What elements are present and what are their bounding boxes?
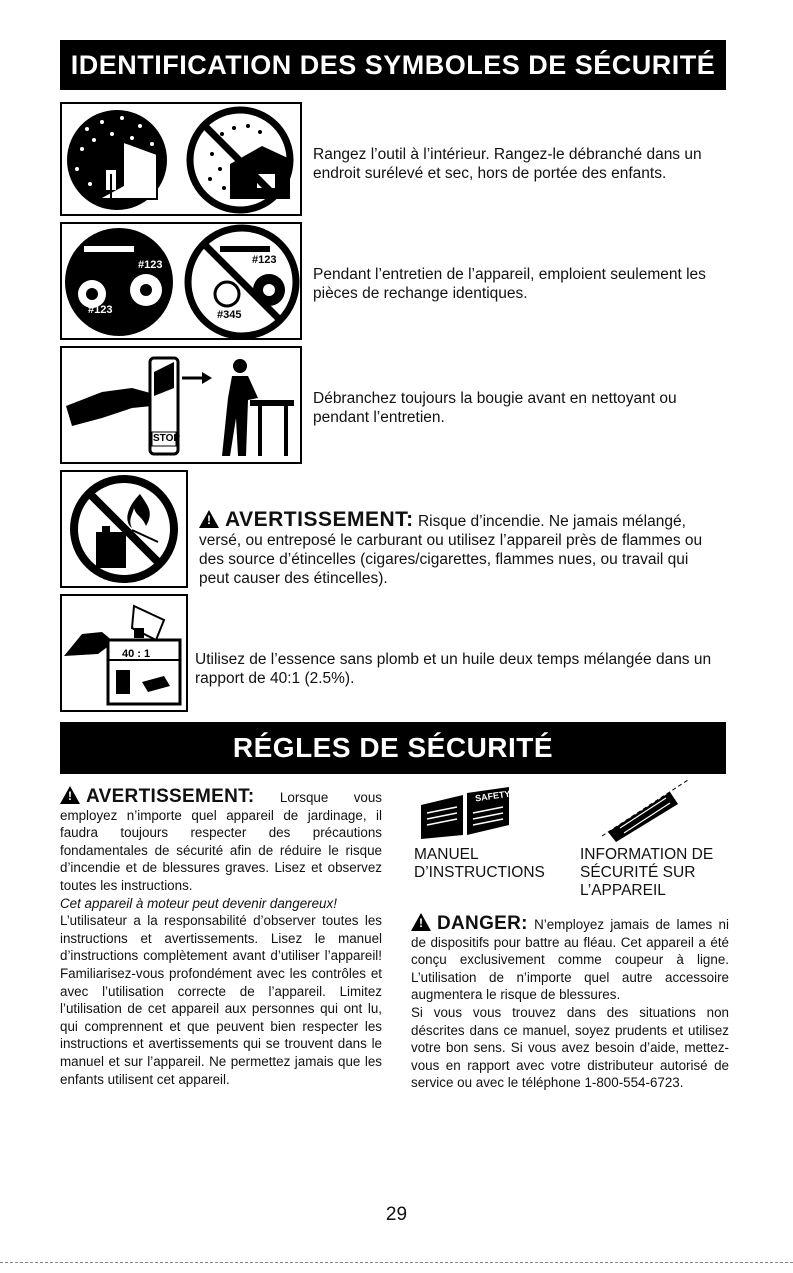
part-number-label: #123 (88, 304, 113, 316)
symbol-3-text: Débranchez toujours la bougie avant en nettoyant ou pendant l’entretien. (313, 390, 677, 426)
warning-triangle-icon (199, 510, 219, 528)
symbol-2-text: Pendant l’entretien de l’appareil, emploient seulement les pièces de rechange identiques. (313, 266, 706, 302)
left-italic: Cet appareil à moteur peut devenir dangereux! (60, 895, 337, 911)
danger-heading: !DANGER: (411, 913, 528, 934)
symbols-banner: IDENTIFICATION DES SYMBOLES DE SÉCURITÉ (60, 40, 726, 90)
stop-label: STOP (153, 433, 181, 444)
manual-book-icon (417, 785, 513, 841)
page-number: 29 (385, 1204, 408, 1225)
identical-parts-icon (60, 222, 302, 340)
ratio-label: 40 : 1 (122, 648, 151, 660)
store-indoors-icon (60, 102, 302, 216)
info-label: INFORMATION DE SÉCURITÉ SUR L’APPAREIL (580, 846, 714, 899)
book-label: SAFETY (474, 788, 512, 804)
disconnect-spark-plug-icon (60, 346, 302, 464)
danger-text: !DANGER: N’employez jamais de lames ni de dispositifs pour battre au fléau. Cet appareil a été conçu exclusivement comme coupeur à ligne. L’utilisation de n’importe quel autre accessoire augmentera le risque de blessures. (411, 913, 729, 1004)
right-column (411, 913, 729, 1092)
warning-heading: !AVERTISSEMENT: (60, 786, 255, 807)
left-body: L’utilisateur a la responsabilité d’observer toutes les instructions et avertissements. Lisez le manuel d’instructions complètement avant d’utiliser l’appareil! Familiarisez-vous profondément avec les contrôles et avec l’utilisation correcte de l’appareil. Limitez l’utilisation de cet appareil aux personnes qui ont lu, qui comprennent et que peuvent bien respecter les instructions et avertissements qui se trouvent dans le manuel et sur l’appareil. Ne permettez jamais que les enfants utilisent cet appareil. (60, 913, 382, 1087)
fuel-mix-icon (60, 594, 188, 712)
warning-triangle-icon (60, 786, 80, 804)
right-body: Si vous vous trouvez dans des situations non déscrites dans ce manuel, soyez prudents et utilisez votre bon sens. Si vous avez besoin d’aide, mettez-vous en rapport avec votre distributeur autorisé de service ou avec le téléphone 1-800-554-6723. (411, 1004, 729, 1091)
left-intro: !AVERTISSEMENT: Lorsque vous employez n’importe quel appareil de jardinage, il faudra toujours respecter des précautions fondamentales de sécurité afin de réduire le risque d’incendie et de blessures graves. Lisez et observez toutes les instructions. (60, 786, 382, 895)
symbol-5-text: Utilisez de l’essence sans plomb et un huile deux temps mélangée dans un rapport de 40:1 (2.5%). (195, 651, 712, 687)
warning-triangle-icon (411, 913, 431, 931)
safety-label-icon (600, 776, 690, 846)
symbol-1-text: Rangez l’outil à l’intérieur. Rangez-le débranché dans un endroit surélevé et sec, hors de portée des enfants. (313, 146, 702, 182)
manual-label: MANUEL D’INSTRUCTIONS (414, 846, 545, 881)
rules-banner: RÉGLES DE SÉCURITÉ (60, 722, 726, 774)
part-number-label: #345 (217, 309, 242, 321)
part-number-label: #123 (138, 259, 163, 271)
no-fire-icon (60, 470, 188, 588)
part-number-label: #123 (252, 254, 277, 266)
symbol-4-text (199, 510, 719, 588)
warning-text: Risque d’incendie. Ne jamais mélangé, versé, ou entreposé le carburant ou utilisez l’appareil près de flammes ou des source d’étincelles (cigares/cigarettes, flammes nues, ou travail qui peut causer des étincelles). (199, 513, 703, 587)
footer-rule (0, 1262, 793, 1263)
warning-heading: !AVERTISSEMENT: (199, 508, 414, 531)
left-column (60, 786, 382, 1088)
